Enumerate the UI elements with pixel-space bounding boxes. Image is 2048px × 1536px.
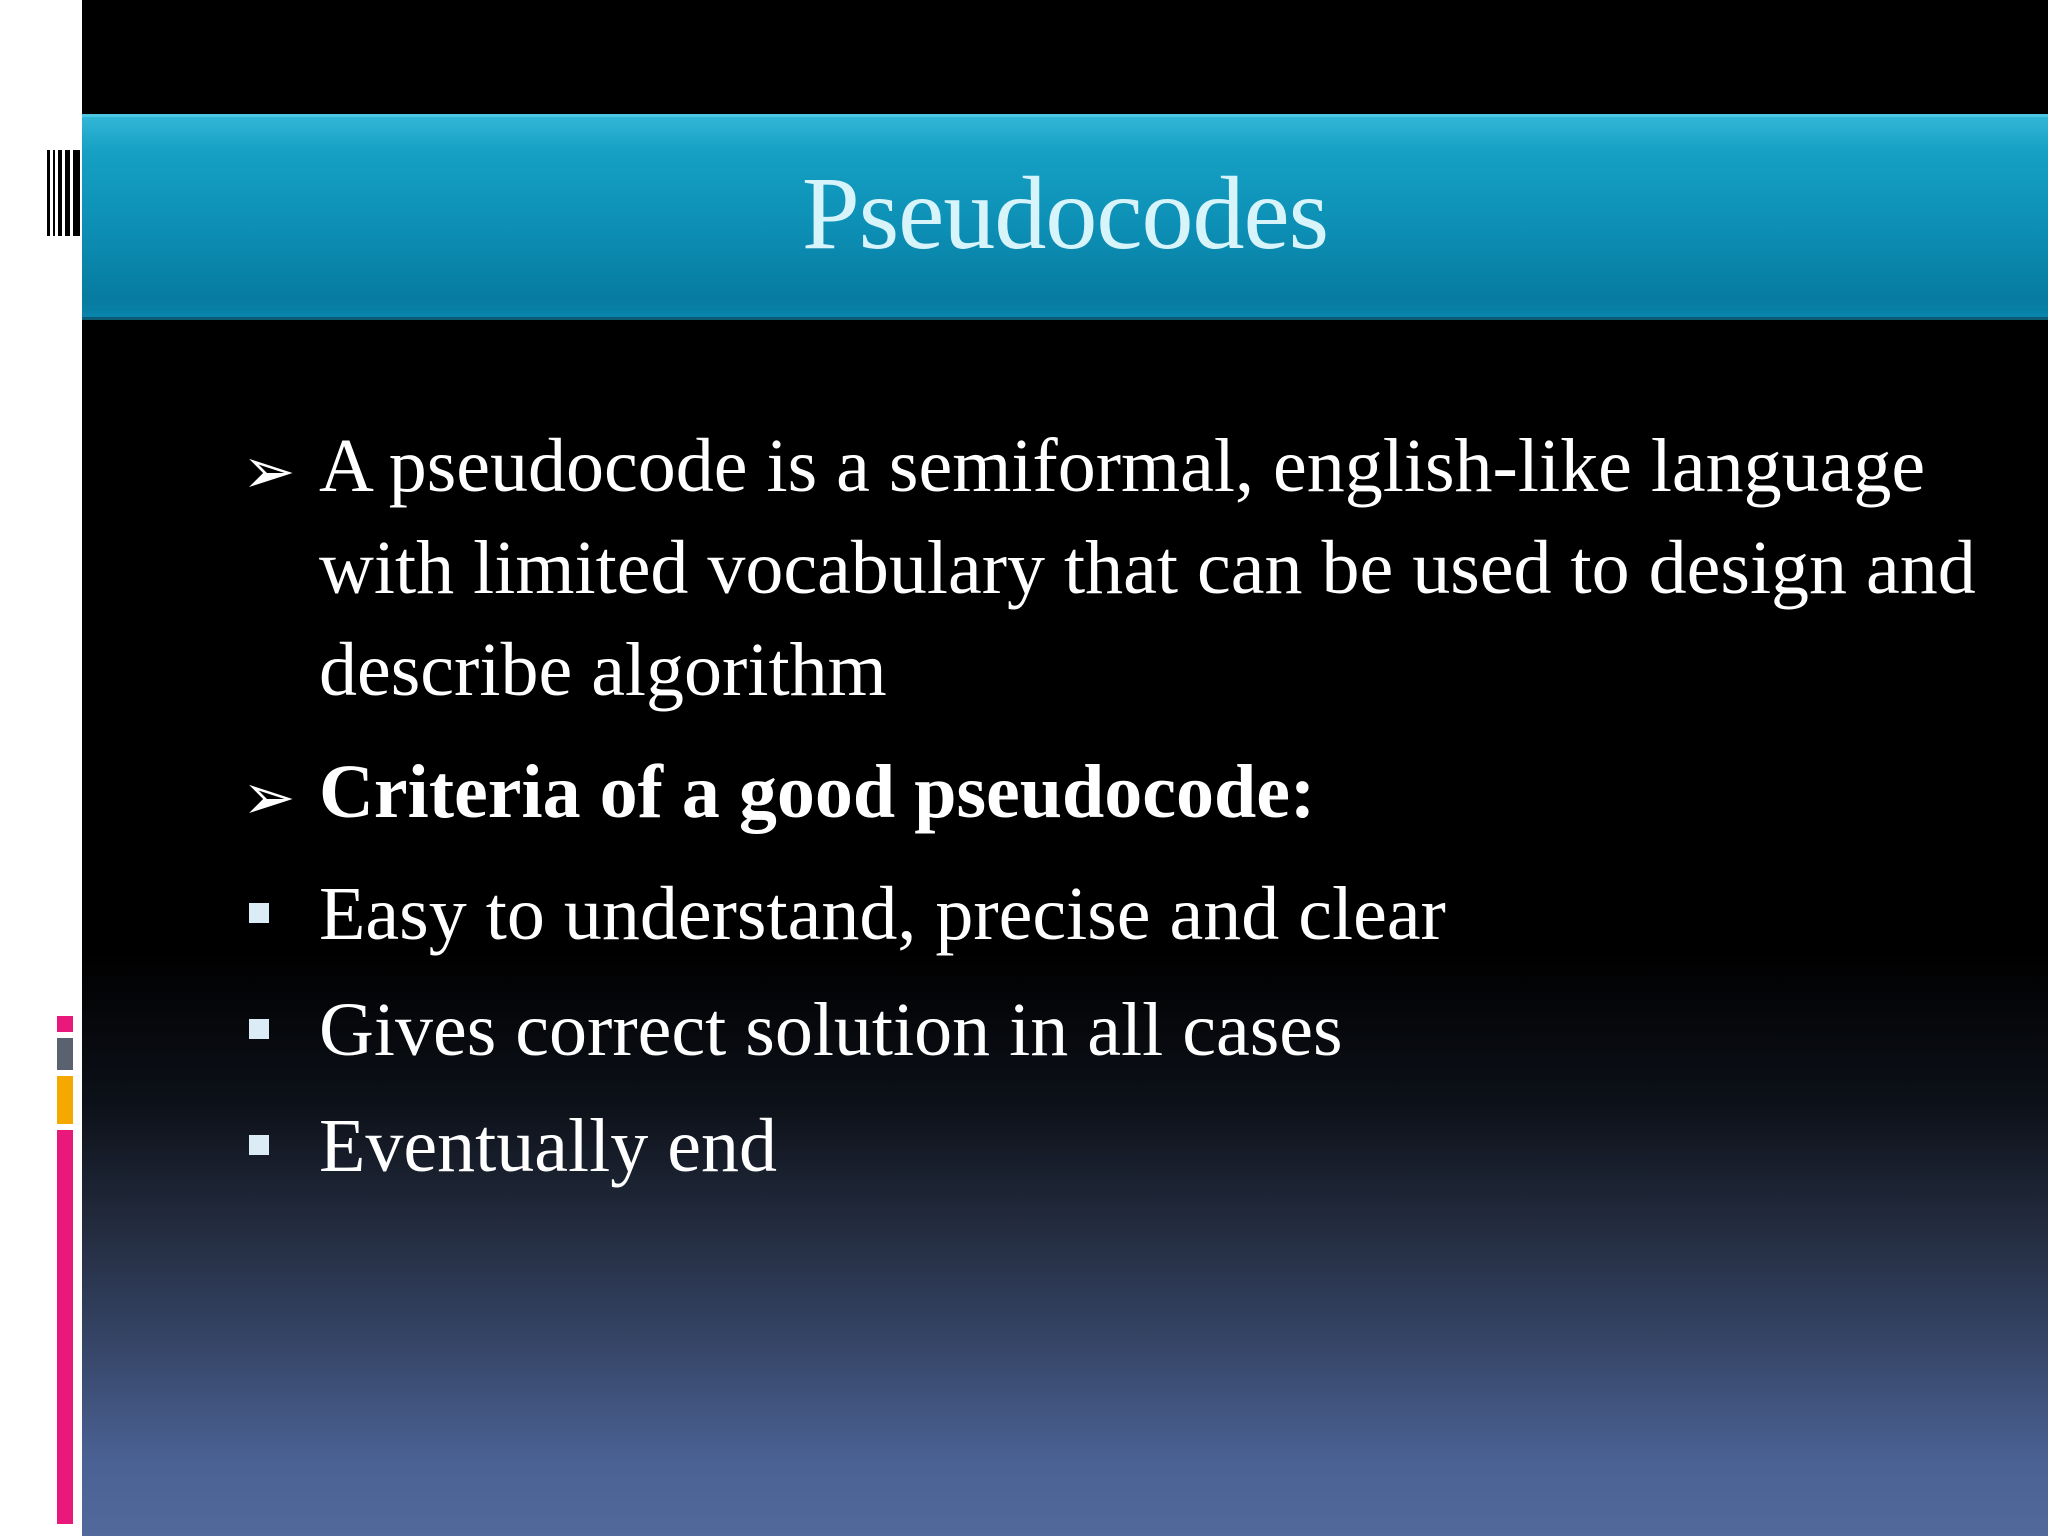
sub-bullet-text: Gives correct solution in all cases — [319, 988, 1343, 1072]
square-bullet-icon — [249, 1019, 269, 1039]
accent-bar-pink-long — [57, 1130, 73, 1524]
accent-bar-gray — [57, 1038, 73, 1070]
slide-title: Pseudocodes — [801, 156, 1329, 271]
slide-canvas — [82, 0, 2048, 1536]
arrow-bullet-icon: ➢ — [242, 762, 296, 833]
accent-bar-orange — [57, 1076, 73, 1124]
slide-body — [242, 415, 2002, 1211]
decorative-lines — [47, 150, 80, 236]
left-margin-strip — [0, 0, 82, 1536]
bullet-text: A pseudocode is a semiformal, english-like language with limited vocabulary that can be used to design and describe algorithm — [319, 424, 1976, 712]
sub-bullet-text: Eventually end — [319, 1104, 777, 1188]
sub-bullet-text: Easy to understand, precise and clear — [319, 872, 1446, 956]
square-bullet-icon — [249, 1135, 269, 1155]
accent-bar-pink-top — [57, 1016, 73, 1032]
sub-bullet — [242, 1095, 2002, 1197]
sub-bullet — [242, 863, 2002, 965]
bullet-criteria-heading — [242, 741, 2002, 843]
accent-color-bars — [57, 1016, 73, 1510]
title-band — [82, 114, 2048, 320]
arrow-bullet-icon: ➢ — [242, 436, 296, 507]
bullet-text: Criteria of a good pseudocode: — [319, 750, 1316, 834]
bullet-definition — [242, 415, 2002, 721]
square-bullet-icon — [249, 903, 269, 923]
sub-bullet — [242, 979, 2002, 1081]
